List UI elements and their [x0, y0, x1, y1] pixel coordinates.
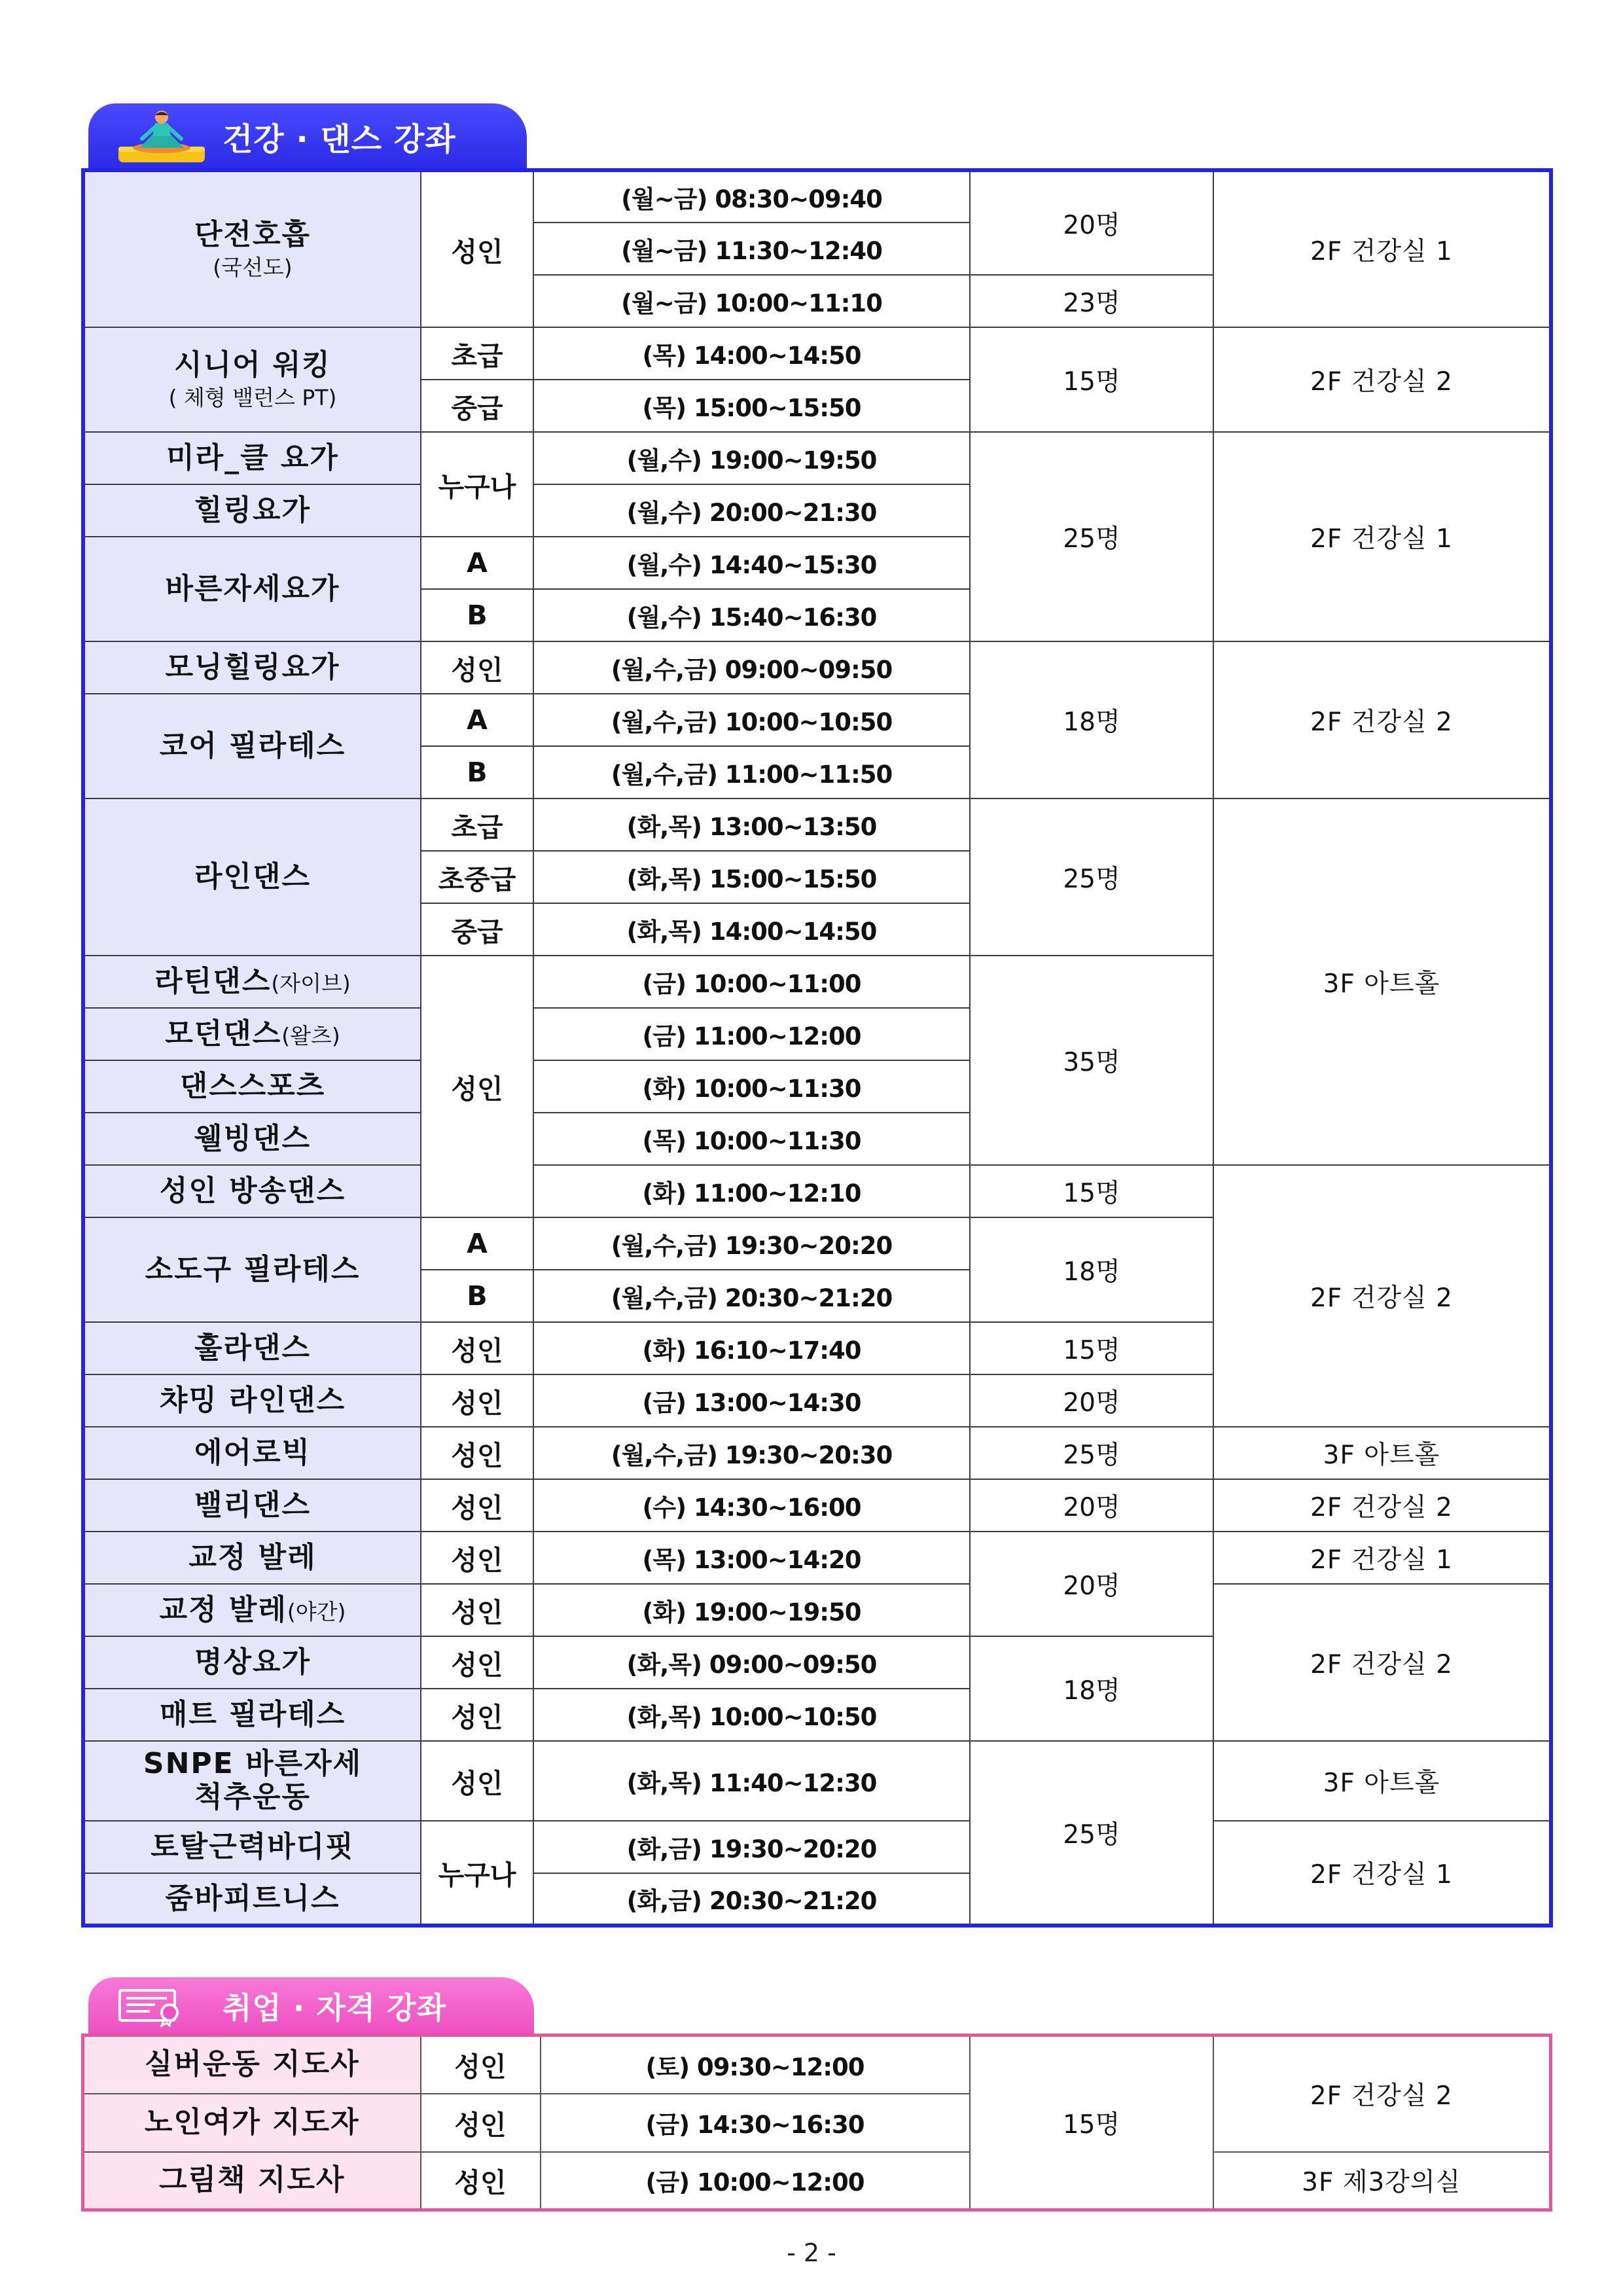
- course-name: 에어로빅: [83, 1427, 421, 1479]
- course-name: 소도구 필라테스: [83, 1217, 421, 1322]
- course-capacity: 20명: [970, 1479, 1213, 1532]
- course-name: 모닝힐링요가: [83, 641, 421, 694]
- course-capacity: 15명: [970, 2036, 1213, 2210]
- course-time: (토) 09:30~12:00: [541, 2036, 970, 2094]
- course-name: 명상요가: [83, 1636, 421, 1689]
- course-name: [83, 956, 421, 1008]
- course-name: 훌라댄스: [83, 1322, 421, 1374]
- certificate-icon: [116, 1986, 188, 2030]
- course-target: 초급: [421, 327, 533, 380]
- course-time: (금) 13:00~14:30: [533, 1374, 970, 1427]
- course-time: (목) 10:00~11:30: [533, 1113, 970, 1165]
- course-time: (목) 13:00~14:20: [533, 1532, 970, 1584]
- course-capacity: 18명: [970, 641, 1213, 798]
- course-capacity: 18명: [970, 1636, 1213, 1741]
- course-time: (화) 10:00~11:30: [533, 1060, 970, 1113]
- course-capacity: 25명: [970, 798, 1213, 956]
- course-room: 2F 건강실 1: [1213, 170, 1551, 327]
- course-target: 성인: [421, 170, 533, 327]
- course-name: [83, 327, 421, 432]
- course-time: (월,수,금) 09:00~09:50: [533, 641, 970, 694]
- course-capacity: 15명: [970, 1322, 1213, 1374]
- course-name: 매트 필라테스: [83, 1689, 421, 1741]
- course-target: 성인: [421, 2094, 541, 2152]
- table-row: [83, 432, 1551, 484]
- course-time: (월~금) 11:30~12:40: [533, 223, 970, 275]
- course-target: 성인: [421, 1479, 533, 1532]
- job-certificate-section-tab: [88, 1977, 534, 2034]
- course-target: 성인: [421, 1532, 533, 1584]
- course-name-text: SNPE 바른자세: [143, 1747, 363, 1781]
- course-name: 댄스스포츠: [83, 1060, 421, 1113]
- course-target: 성인: [421, 1374, 533, 1427]
- course-room: 2F 건강실 2: [1213, 1584, 1551, 1741]
- course-target: 성인: [421, 956, 533, 1217]
- course-time: (금) 10:00~12:00: [541, 2152, 970, 2210]
- course-time: (화,목) 15:00~15:50: [533, 851, 970, 903]
- course-room: 2F 건강실 2: [1213, 2036, 1551, 2152]
- course-time: (월,수,금) 11:00~11:50: [533, 746, 970, 798]
- course-target: B: [421, 1270, 533, 1322]
- table-row: [83, 1532, 1551, 1584]
- course-note: (국선도): [213, 255, 293, 281]
- table-row: [83, 2036, 1551, 2094]
- course-time: (월~금) 08:30~09:40: [533, 170, 970, 223]
- course-room: 3F 아트홀: [1213, 1427, 1551, 1479]
- course-time: (금) 11:00~12:00: [533, 1008, 970, 1060]
- course-name: 밸리댄스: [83, 1479, 421, 1532]
- course-name: 힐링요가: [83, 484, 421, 537]
- section-title: 건강 · 댄스 강좌: [223, 120, 456, 158]
- course-time: (화,목) 09:00~09:50: [533, 1636, 970, 1689]
- course-time: (월~금) 10:00~11:10: [533, 275, 970, 327]
- course-name-text: 모던댄스: [165, 1016, 282, 1050]
- course-target: 성인: [421, 641, 533, 694]
- table-row: [83, 1165, 1551, 1217]
- table-row: [83, 1427, 1551, 1479]
- course-capacity: 20명: [970, 1374, 1213, 1427]
- course-name-text: 단전호흡: [194, 217, 311, 251]
- health-dance-section-tab: [88, 103, 527, 169]
- course-capacity: 15명: [970, 1165, 1213, 1217]
- course-room: 3F 아트홀: [1213, 798, 1551, 1165]
- course-time: (목) 14:00~14:50: [533, 327, 970, 380]
- course-time: (월,수,금) 20:30~21:20: [533, 1270, 970, 1322]
- course-name: 챠밍 라인댄스: [83, 1374, 421, 1427]
- meditation-icon: [116, 109, 207, 168]
- course-room: 3F 제3강의실: [1213, 2152, 1551, 2210]
- course-name: 웰빙댄스: [83, 1113, 421, 1165]
- course-capacity: 35명: [970, 956, 1213, 1165]
- course-capacity: 18명: [970, 1217, 1213, 1322]
- section-title: 취업 · 자격 강좌: [223, 1990, 447, 2026]
- course-room: 2F 건강실 2: [1213, 1479, 1551, 1532]
- table-row: [83, 1479, 1551, 1532]
- course-time: (화) 11:00~12:10: [533, 1165, 970, 1217]
- course-name-text: 라틴댄스: [154, 964, 272, 998]
- course-capacity: 25명: [970, 1741, 1213, 1926]
- course-time: (화,금) 20:30~21:20: [533, 1873, 970, 1926]
- course-name: 미라_클 요가: [83, 432, 421, 484]
- course-name: 토탈근력바디핏: [83, 1821, 421, 1873]
- course-target: 성인: [421, 2152, 541, 2210]
- course-target: 성인: [421, 1741, 533, 1821]
- job-certificate-schedule-table: [81, 2034, 1552, 2212]
- course-time: (화,목) 14:00~14:50: [533, 903, 970, 956]
- course-time: (월,수) 20:00~21:30: [533, 484, 970, 537]
- course-time: (월,수) 15:40~16:30: [533, 589, 970, 641]
- course-target: A: [421, 1217, 533, 1270]
- course-name: 코어 필라테스: [83, 694, 421, 798]
- course-room: 2F 건강실 1: [1213, 1532, 1551, 1584]
- course-note: (자이브): [271, 970, 351, 996]
- course-name: 실버운동 지도사: [83, 2036, 421, 2094]
- course-name-text: 교정 발레: [159, 1592, 287, 1626]
- course-target: 중급: [421, 903, 533, 956]
- course-time: (화,목) 13:00~13:50: [533, 798, 970, 851]
- course-capacity: 20명: [970, 170, 1213, 275]
- course-target: 초중급: [421, 851, 533, 903]
- course-note: (왈츠): [281, 1022, 340, 1049]
- course-capacity: 25명: [970, 432, 1213, 641]
- course-time: (월,수,금) 10:00~10:50: [533, 694, 970, 746]
- course-room: 2F 건강실 1: [1213, 432, 1551, 641]
- course-time: (월,수) 19:00~19:50: [533, 432, 970, 484]
- course-room: 2F 건강실 2: [1213, 641, 1551, 798]
- course-target: B: [421, 589, 533, 641]
- course-name: 줌바피트니스: [83, 1873, 421, 1926]
- health-dance-schedule-table: [81, 168, 1553, 1928]
- table-row: [83, 641, 1551, 694]
- course-room: 2F 건강실 1: [1213, 1821, 1551, 1926]
- course-note: ( 체형 밸런스 PT): [168, 385, 337, 411]
- course-name: 그림책 지도사: [83, 2152, 421, 2210]
- course-capacity: 23명: [970, 275, 1213, 327]
- course-time: (화) 16:10~17:40: [533, 1322, 970, 1374]
- course-time: (수) 14:30~16:00: [533, 1479, 970, 1532]
- course-time: (월,수,금) 19:30~20:20: [533, 1217, 970, 1270]
- course-name: 성인 방송댄스: [83, 1165, 421, 1217]
- course-note: (야간): [287, 1598, 346, 1624]
- table-row: [83, 1584, 1551, 1636]
- course-name-text: 시니어 워킹: [174, 348, 331, 382]
- course-time: (화,금) 19:30~20:20: [533, 1821, 970, 1873]
- course-name: [83, 1584, 421, 1636]
- course-target: 초급: [421, 798, 533, 851]
- course-target: A: [421, 537, 533, 589]
- course-name: 바른자세요가: [83, 537, 421, 641]
- course-name: 교정 발레: [83, 1532, 421, 1584]
- course-name: [83, 1741, 421, 1821]
- course-time: (목) 15:00~15:50: [533, 380, 970, 432]
- course-room: 3F 아트홀: [1213, 1741, 1551, 1821]
- course-time: (월,수,금) 19:30~20:30: [533, 1427, 970, 1479]
- table-row: [83, 327, 1551, 380]
- course-time: (월,수) 14:40~15:30: [533, 537, 970, 589]
- course-target: 성인: [421, 1636, 533, 1689]
- table-row: [83, 1821, 1551, 1873]
- course-target: B: [421, 746, 533, 798]
- course-target: 성인: [421, 1584, 533, 1636]
- course-name-text-line2: 척추운동: [194, 1780, 311, 1814]
- table-row: [83, 2152, 1551, 2210]
- course-target: 성인: [421, 1427, 533, 1479]
- course-target: A: [421, 694, 533, 746]
- course-name: [83, 1008, 421, 1060]
- course-time: (화) 19:00~19:50: [533, 1584, 970, 1636]
- table-row: [83, 1741, 1551, 1821]
- course-room: 2F 건강실 2: [1213, 327, 1551, 432]
- course-target: 성인: [421, 1689, 533, 1741]
- course-capacity: 15명: [970, 327, 1213, 432]
- course-target: 성인: [421, 1322, 533, 1374]
- course-target: 누구나: [421, 432, 533, 537]
- course-time: (금) 14:30~16:30: [541, 2094, 970, 2152]
- course-name: 라인댄스: [83, 798, 421, 956]
- course-name: [83, 170, 421, 327]
- table-row: [83, 170, 1551, 223]
- course-name: 노인여가 지도자: [83, 2094, 421, 2152]
- course-capacity: 20명: [970, 1532, 1213, 1636]
- course-room: 2F 건강실 2: [1213, 1165, 1551, 1427]
- course-target: 성인: [421, 2036, 541, 2094]
- table-row: [83, 798, 1551, 851]
- course-time: (금) 10:00~11:00: [533, 956, 970, 1008]
- course-capacity: 25명: [970, 1427, 1213, 1479]
- course-time: (화,목) 11:40~12:30: [533, 1741, 970, 1821]
- course-time: (화,목) 10:00~10:50: [533, 1689, 970, 1741]
- course-target: 누구나: [421, 1821, 533, 1926]
- course-target: 중급: [421, 380, 533, 432]
- page-number: - 2 -: [787, 2238, 836, 2267]
